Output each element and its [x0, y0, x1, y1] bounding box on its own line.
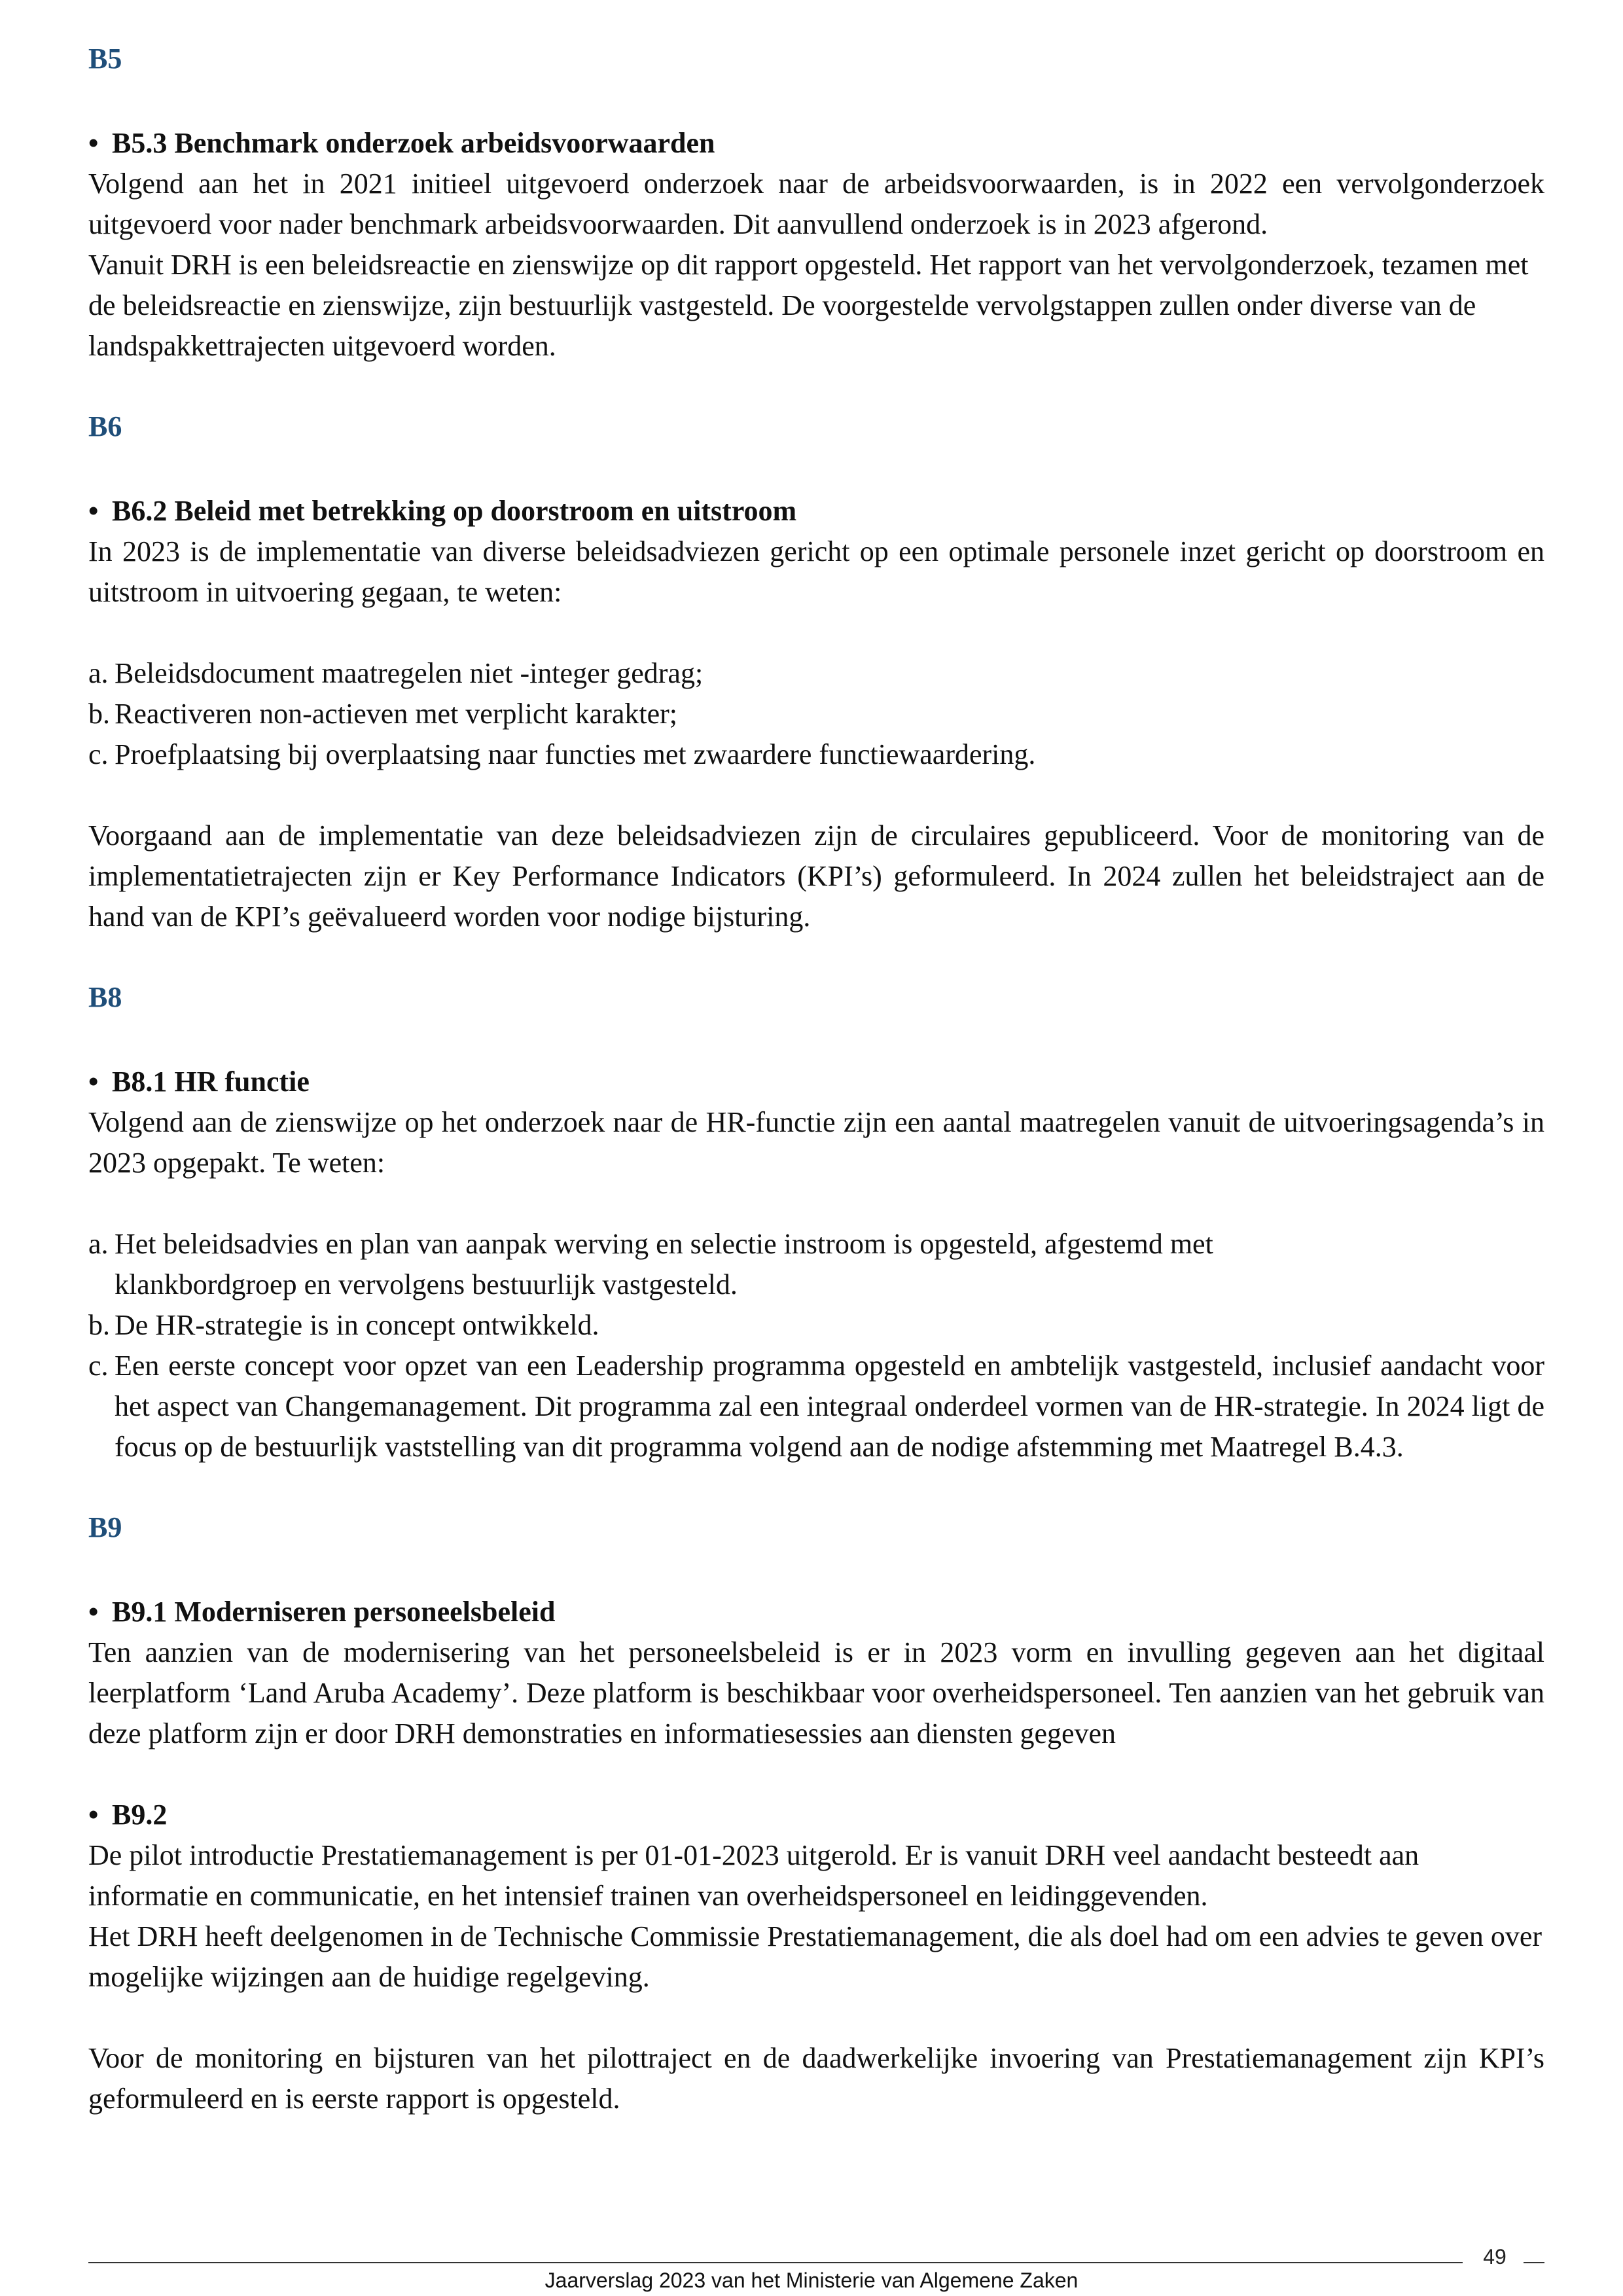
subsection-title-b9-1 [88, 1592, 1544, 1632]
list-marker: a. [88, 657, 109, 689]
list-item [88, 734, 1544, 775]
list-item [88, 1305, 1544, 1346]
bullet-icon: • [88, 1066, 99, 1098]
subsection-title-b9-2 [88, 1795, 1544, 1835]
paragraph: Het DRH heeft deelgenomen in de Technische Commissie Prestatiemanagement, die als doel had om een advies te geven over mogelijke wijzingen aan de huidige regelgeving. [88, 1920, 1543, 1993]
footer-title: Jaarverslag 2023 van het Ministerie van Algemene Zaken [544, 2269, 1079, 2292]
page-content [88, 39, 1544, 2119]
list-marker: c. [88, 1350, 109, 1382]
list-item [88, 1224, 1544, 1305]
paragraph: Ten aanzien van de modernisering van het personeelsbeleid is er in 2023 vorm en invulling gegeven aan het digitaal leerplatform ‘Land Aruba Academy’. Deze platform is beschikbaar voor overheidspersoneel. Ten aanzien van het gebruik van deze platform zijn er door DRH demonstraties en informatiesessies aan diensten gegeven [88, 1636, 1544, 1749]
footer-divider [88, 2262, 1463, 2263]
paragraph: In 2023 is de implementatie van diverse beleidsadviezen gericht op een optimale personele inzet gericht op doorstroom en uitstroom in uitvoering gegaan, te weten: [88, 535, 1544, 608]
list-item [88, 694, 1544, 734]
subsection-title-b6-2 [88, 491, 1544, 531]
list-text: Het beleidsadvies en plan van aanpak werving en selectie instroom is opgesteld, afgestemd met klankbordgroep en vervolgens bestuurlijk vastgesteld. [115, 1228, 1213, 1300]
subsection-title-text: B6.2 Beleid met betrekking op doorstroom en uitstroom [112, 495, 797, 527]
paragraph: Volgend aan de zienswijze op het onderzoek naar de HR-functie zijn een aantal maatregelen vanuit de uitvoeringsagenda’s in 2023 opgepakt. Te weten: [88, 1106, 1544, 1179]
list-marker: b. [88, 1309, 110, 1341]
paragraph: Voor de monitoring en bijsturen van het pilottraject en de daadwerkelijke invoering van Prestatiemanagement zijn KPI’s geformuleerd en is eerste rapport is opgesteld. [88, 2042, 1544, 2115]
bullet-icon: • [88, 495, 99, 527]
list-item [88, 1346, 1544, 1467]
list-text: Beleidsdocument maatregelen niet -integer gedrag; [115, 657, 704, 689]
bullet-icon: • [88, 1799, 99, 1831]
subsection-title-b5-3 [88, 123, 1544, 164]
list-text: De HR-strategie is in concept ontwikkeld. [115, 1309, 599, 1341]
list-text: Proefplaatsing bij overplaatsing naar functies met zwaardere functiewaardering. [115, 738, 1036, 770]
subsection-title-text: B8.1 HR functie [112, 1066, 310, 1098]
subsection-title-text: B9.1 Moderniseren personeelsbeleid [112, 1596, 556, 1628]
bullet-icon: • [88, 127, 99, 159]
list-marker: c. [88, 738, 109, 770]
subsection-title-text: B5.3 Benchmark onderzoek arbeidsvoorwaarden [112, 127, 715, 159]
section-heading-b6: B6 [88, 410, 122, 442]
subsection-title-text: B9.2 [112, 1799, 168, 1831]
paragraph: Volgend aan het in 2021 initieel uitgevoerd onderzoek naar de arbeidsvoorwaarden, is in 2022 een vervolgonderzoek uitgevoerd voor nader benchmark arbeidsvoorwaarden. Dit aanvullend onderzoek is in 2023 afgerond. [88, 168, 1544, 240]
subsection-title-b8-1 [88, 1062, 1544, 1102]
section-heading-b8: B8 [88, 981, 122, 1013]
list-item [88, 653, 1544, 694]
paragraph: De pilot introductie Prestatiemanagement is per 01-01-2023 uitgerold. Er is vanuit DRH veel aandacht besteedt aan informatie en communicatie, en het intensief trainen van overheidspersoneel en leidinggevenden. [88, 1839, 1419, 1912]
list-text: Reactiveren non-actieven met verplicht karakter; [115, 698, 678, 730]
list-marker: a. [88, 1228, 109, 1260]
paragraph: Vanuit DRH is een beleidsreactie en zienswijze op dit rapport opgesteld. Het rapport van het vervolgonderzoek, tezamen met de beleidsreactie en zienswijze, zijn bestuurlijk vastgesteld. De voorgestelde vervolgstappen zullen onder diverse van de landspakkettrajecten uitgevoerd worden. [88, 249, 1529, 362]
section-heading-b9: B9 [88, 1511, 122, 1543]
section-heading-b5: B5 [88, 43, 122, 75]
page-number: 49 [1483, 2245, 1507, 2269]
list-text: Een eerste concept voor opzet van een Leadership programma opgesteld en ambtelijk vastgesteld, inclusief aandacht voor het aspect van Changemanagement. Dit programma zal een integraal onderdeel vormen van de HR-strategie. In 2024 ligt de focus op de bestuurlijk vaststelling van dit programma volgend aan de nodige afstemming met Maatregel B.4.3. [115, 1350, 1544, 1463]
footer-divider-end [1524, 2262, 1544, 2263]
paragraph: Voorgaand aan de implementatie van deze beleidsadviezen zijn de circulaires gepubliceerd. Voor de monitoring van de implementatietrajecten zijn er Key Performance Indicators (KPI’s) geformuleerd. In 2024 zullen het beleidstraject aan de hand van de KPI’s geëvalueerd worden voor nodige bijsturing. [88, 819, 1544, 933]
bullet-icon: • [88, 1596, 99, 1628]
list-marker: b. [88, 698, 110, 730]
